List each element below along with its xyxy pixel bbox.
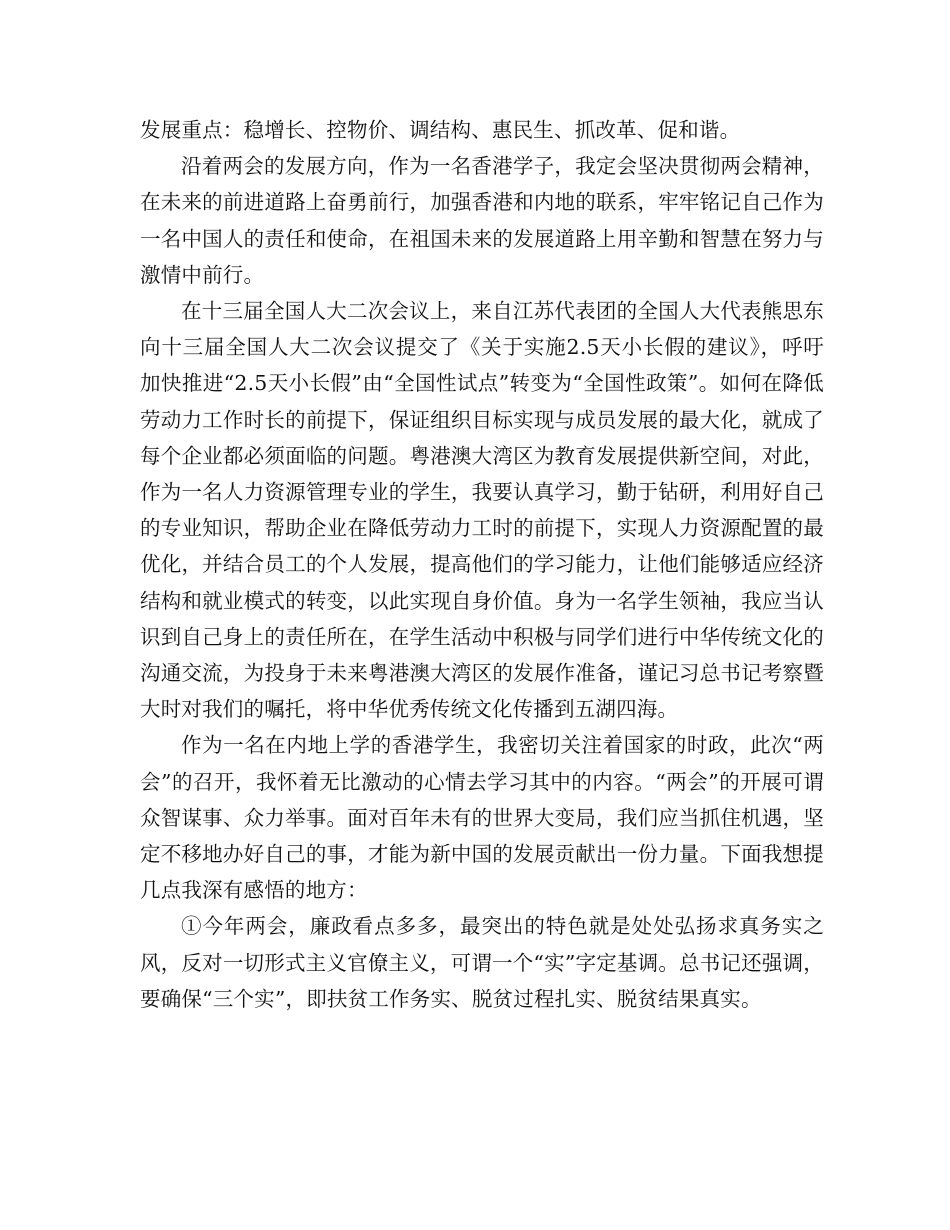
paragraph-hk-student-reflection: 作为一名在内地上学的香港学生，我密切关注着国家的时政，此次“两会”的召开，我怀着无比激动的心情去学习其中的内容。“两会”的开展可谓众智谋事、众力举事。面对百年未有的世界大变局，我们应当抓住机遇，坚定不移地办好自己的事，才能为新中国的发展贡献出一份力量。下面我想提几点我深有感悟的地方：	[140, 733, 824, 903]
paragraph-short-holiday-proposal: 在十三届全国人大二次会议上，来自江苏代表团的全国人大代表熊思东向十三届全国人大二次会议提交了《关于实施2.5天小长假的建议》，呼吁加快推进“2.5天小长假”由“全国性试点”转变为“全国性政策”。如何在降低劳动力工作时长的前提下，保证组织目标实现与成员发展的最大化，就成了每个企业都必须面临的问题。粤港澳大湾区为教育发展提供新空间，对此，作为一名人力资源管理专业的学生，我要认真学习，勤于钻研，利用好自己的专业知识，帮助企业在降低劳动力工时的前提下，实现人力资源配置的最优化，并结合员工的个人发展，提高他们的学习能力，让他们能够适应经济结构和就业模式的转变，以此实现自身价值。身为一名学生领袖，我应当认识到自己身上的责任所在，在学生活动中积极与同学们进行中华传统文化的沟通交流，为投身于未来粤港澳大湾区的发展作准备，谨记习总书记考察暨大时对我们的嘱托，将中华优秀传统文化传播到五湖四海。	[140, 299, 824, 722]
paragraph-continuation: 发展重点：稳增长、控物价、调结构、惠民生、抓改革、促和谐。	[140, 118, 741, 142]
paragraph-two-sessions-spirit: 沿着两会的发展方向，作为一名香港学子，我定会坚决贯彻两会精神，在未来的前进道路上奋勇前行，加强香港和内地的联系，牢牢铭记自己作为一名中国人的责任和使命，在祖国未来的发展道路上用辛勤和智慧在努力与激情中前行。	[140, 154, 824, 287]
document-body	[140, 112, 824, 1017]
paragraph-point-one: ①今年两会，廉政看点多多，最突出的特色就是处处弘扬求真务实之风，反对一切形式主义官僚主义，可谓一个“实”字定基调。总书记还强调，要确保“三个实”，即扶贫工作务实、脱贫过程扎实、脱贫结果真实。	[140, 914, 824, 1011]
